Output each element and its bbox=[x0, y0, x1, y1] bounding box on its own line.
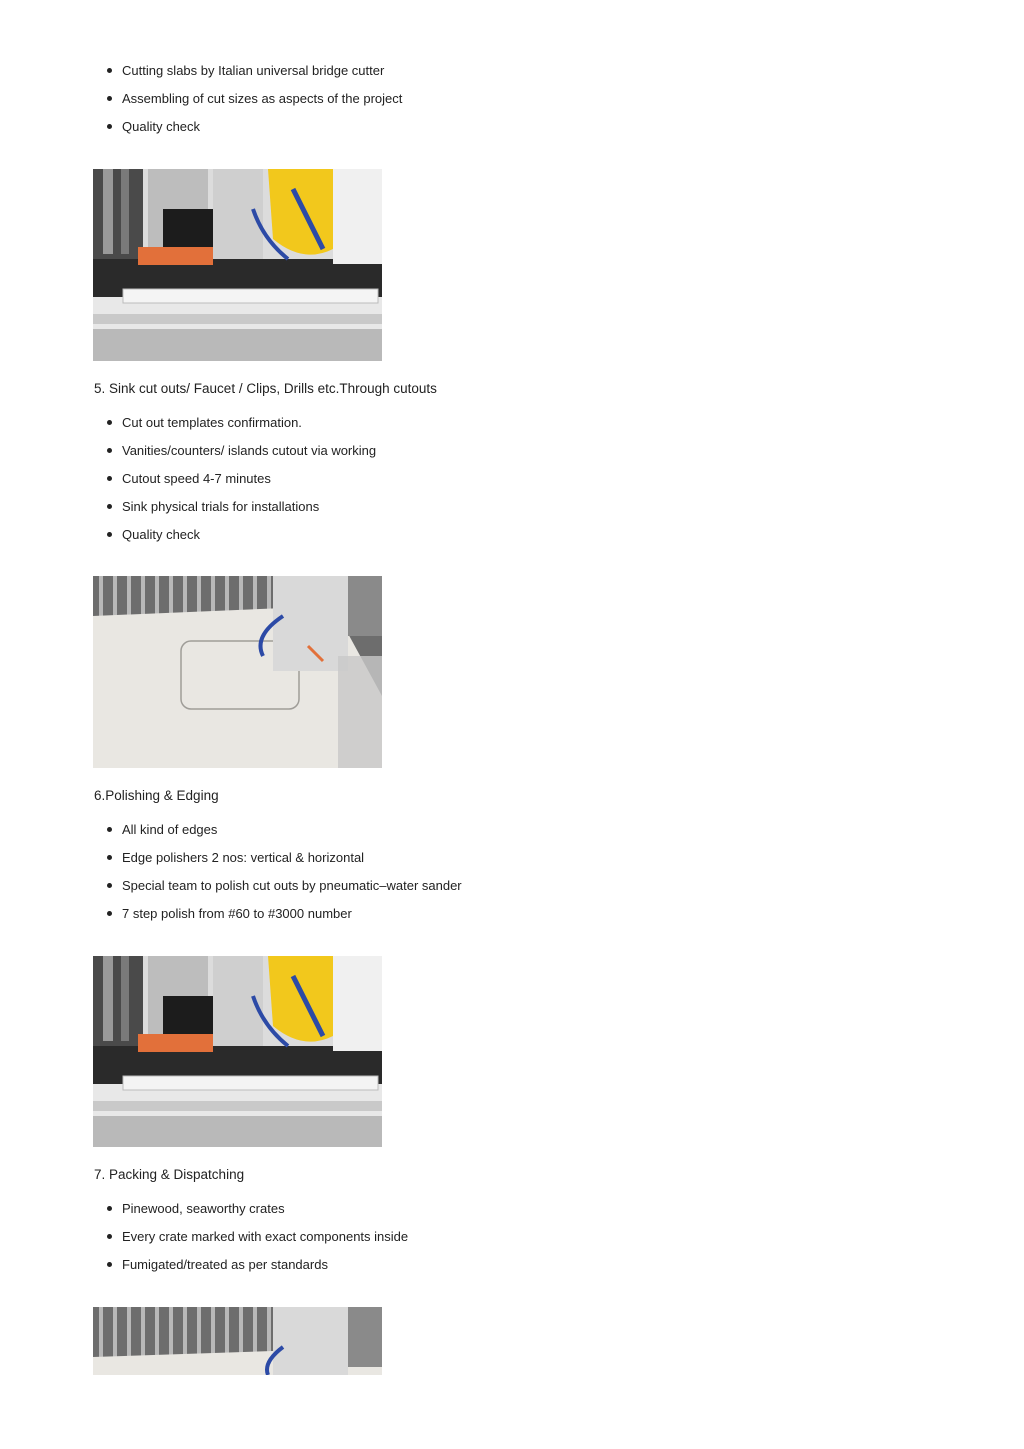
list-item: 7 step polish from #60 to #3000 number bbox=[122, 906, 352, 921]
bridge-saw-photo bbox=[93, 169, 382, 361]
list-item: Special team to polish cut outs by pneumatic–water sander bbox=[122, 878, 462, 893]
list-item: Every crate marked with exact components inside bbox=[122, 1229, 409, 1244]
section-5-heading: 5. Sink cut outs/ Faucet / Clips, Drills etc.Through cutouts bbox=[94, 381, 437, 396]
list-item: Cutting slabs by Italian universal bridge cutter bbox=[122, 63, 385, 78]
section-6-heading: 6.Polishing & Edging bbox=[94, 788, 219, 803]
list-item: Cut out templates confirmation. bbox=[122, 415, 302, 430]
list-item: Quality check bbox=[122, 119, 201, 134]
section-7-heading: 7. Packing & Dispatching bbox=[94, 1167, 245, 1182]
packing-photo bbox=[93, 1307, 382, 1375]
list-item: Sink physical trials for installations bbox=[122, 499, 320, 514]
sink-cutout-photo bbox=[93, 576, 382, 768]
list-item: Vanities/counters/ islands cutout via working bbox=[122, 443, 377, 458]
list-item: Assembling of cut sizes as aspects of the project bbox=[122, 91, 403, 106]
list-item: Quality check bbox=[122, 527, 201, 542]
list-item: Edge polishers 2 nos: vertical & horizontal bbox=[122, 850, 365, 865]
list-item: Cutout speed 4-7 minutes bbox=[122, 471, 271, 486]
list-item: All kind of edges bbox=[122, 822, 218, 837]
polishing-saw-photo bbox=[93, 956, 382, 1147]
list-item: Fumigated/treated as per standards bbox=[122, 1257, 328, 1272]
list-item: Pinewood, seaworthy crates bbox=[122, 1201, 285, 1216]
